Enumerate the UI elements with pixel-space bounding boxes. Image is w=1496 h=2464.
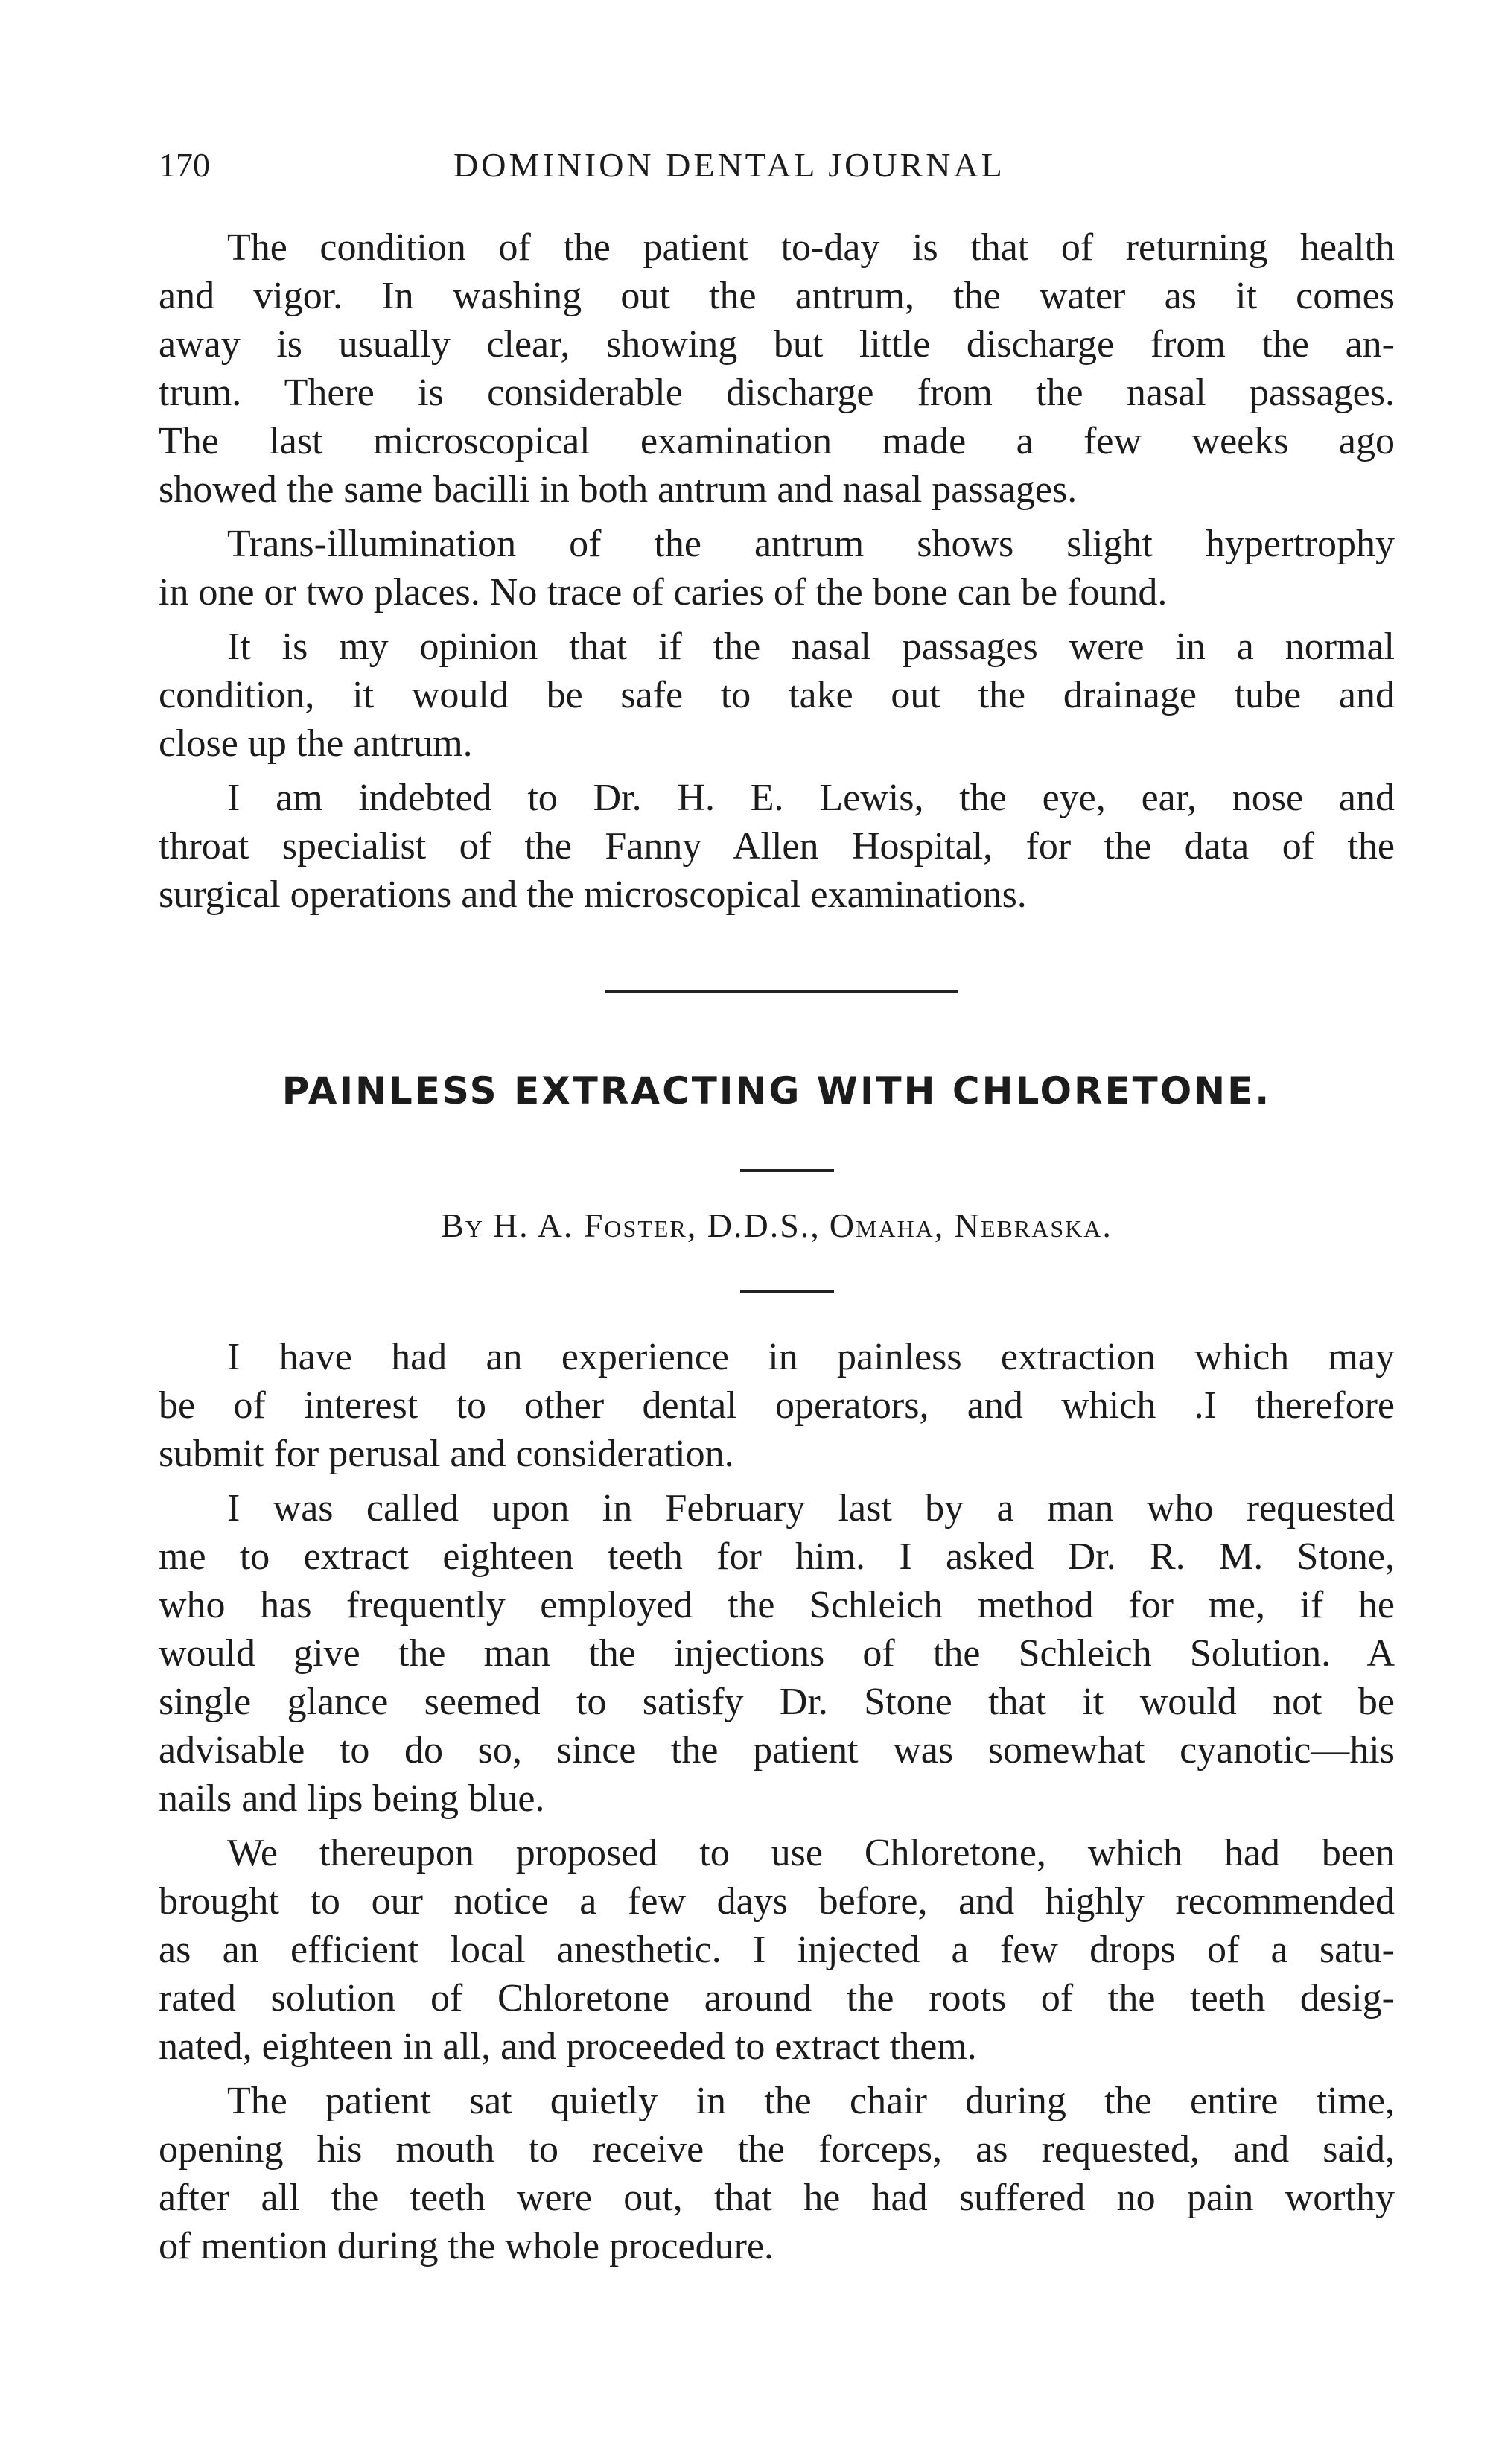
article-body xyxy=(159,1333,1395,2270)
text-line: close up the antrum. xyxy=(159,722,473,765)
paragraph xyxy=(159,1829,1395,2071)
text-line: and vigor. In washing out the antrum, the water as it comes xyxy=(159,275,1395,317)
paragraph xyxy=(159,774,1395,919)
text-line: in one or two places. No trace of caries of the bone can be found. xyxy=(159,571,1168,614)
text-line: of mention during the whole procedure. xyxy=(159,2225,774,2267)
text-line: submit for perusal and consideration. xyxy=(159,1433,734,1475)
text-line: nails and lips being blue. xyxy=(159,1777,545,1820)
text-line: The patient sat quietly in the chair during the entire time, xyxy=(227,2080,1395,2122)
page-number: 170 xyxy=(159,146,210,184)
text-line: brought to our notice a few days before, and highly recommended xyxy=(159,1880,1395,1923)
paragraph xyxy=(159,520,1395,617)
byline-location: Omaha, Nebraska. xyxy=(829,1206,1113,1244)
text-line: showed the same bacilli in both antrum and nasal passages. xyxy=(159,468,1078,511)
text-line: The last microscopical examination made a few weeks ago xyxy=(159,420,1395,462)
running-head: DOMINION DENTAL JOURNAL xyxy=(453,146,1005,184)
text-line: condition, it would be safe to take out the drainage tube and xyxy=(159,674,1395,716)
article-byline xyxy=(159,1205,1395,1248)
text-line: trum. There is considerable discharge from the nasal passages. xyxy=(159,372,1395,414)
text-line: away is usually clear, showing but little discharge from the an- xyxy=(159,323,1395,366)
paragraph xyxy=(159,623,1395,768)
section-divider-rule xyxy=(605,990,958,993)
text-line: me to extract eighteen teeth for him. I asked Dr. R. M. Stone, xyxy=(159,1535,1395,1578)
byline-rule xyxy=(740,1290,834,1293)
text-line: opening his mouth to receive the forceps, as requested, and said, xyxy=(159,2128,1395,2171)
text-line: after all the teeth were out, that he had suffered no pain worthy xyxy=(159,2177,1395,2219)
continued-text xyxy=(159,223,1395,919)
text-line: nated, eighteen in all, and proceeded to extract them. xyxy=(159,2025,977,2068)
text-line: The condition of the patient to-day is that of returning health xyxy=(227,226,1395,269)
text-line: who has frequently employed the Schleich method for me, if he xyxy=(159,1584,1395,1626)
article-title: PAINLESS EXTRACTING WITH CHLORETONE. xyxy=(281,1069,1272,1112)
text-line: be of interest to other dental operators, and which .I therefore xyxy=(159,1384,1395,1427)
text-line: I am indebted to Dr. H. E. Lewis, the eye, ear, nose and xyxy=(227,777,1395,819)
page-header xyxy=(159,143,1395,188)
byline-by: By xyxy=(441,1206,484,1244)
text-line: I was called upon in February last by a man who requested xyxy=(227,1487,1395,1529)
paragraph xyxy=(159,1484,1395,1823)
paragraph xyxy=(159,1333,1395,1478)
text-line: I have had an experience in painless extraction which may xyxy=(227,1336,1395,1378)
text-line: advisable to do so, since the patient was somewhat cyanotic—his xyxy=(159,1729,1395,1771)
text-line: throat specialist of the Fanny Allen Hospital, for the data of the xyxy=(159,825,1395,868)
text-line: single glance seemed to satisfy Dr. Stone that it would not be xyxy=(159,1681,1395,1723)
text-line: rated solution of Chloretone around the roots of the teeth desig- xyxy=(159,1977,1395,2019)
text-line: Trans-illumination of the antrum shows slight hypertrophy xyxy=(227,523,1395,565)
title-rule xyxy=(740,1169,834,1172)
paragraph xyxy=(159,223,1395,514)
paragraph xyxy=(159,2077,1395,2270)
text-line: as an efficient local anesthetic. I injected a few drops of a satu- xyxy=(159,1929,1395,1971)
text-line: surgical operations and the microscopical examinations. xyxy=(159,873,1027,916)
text-line: We thereupon proposed to use Chloretone, which had been xyxy=(227,1832,1395,1874)
byline-author: H. A. Foster, D.D.S., xyxy=(492,1206,821,1244)
text-line: would give the man the injections of the Schleich Solution. A xyxy=(159,1632,1395,1675)
text-line: It is my opinion that if the nasal passages were in a normal xyxy=(227,625,1395,668)
